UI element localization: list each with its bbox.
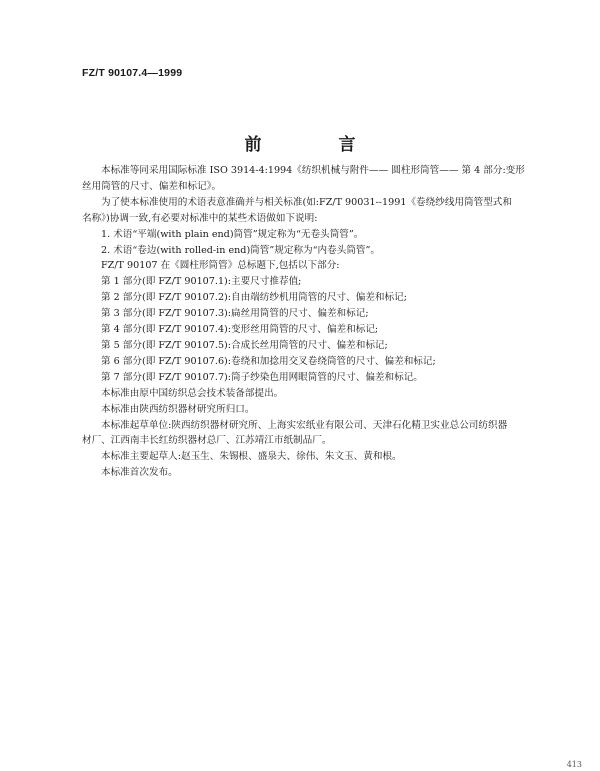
paragraph-line: 第 4 部分(即 FZ/T 90107.4):变形丝用筒管的尺寸、偏差和标记;	[101, 324, 379, 336]
paragraph-line: 本标准首次发布。	[101, 467, 178, 479]
paragraph-line: 第 7 部分(即 FZ/T 90107.7):筒子纱染色用网眼筒管的尺寸、偏差和标记。	[101, 371, 423, 383]
paragraph-line: 本标准起草单位:陕西纺织器材研究所、上海实宏纸业有限公司、天津石化精卫实业总公司纺织器	[101, 419, 508, 431]
paragraph-line: 本标准主要起草人:赵玉生、朱锡根、盛泉夫、徐伟、朱文玉、黄和根。	[101, 451, 402, 463]
paragraph-line: 第 5 部分(即 FZ/T 90107.5):合成长丝用筒管的尺寸、偏差和标记;	[101, 339, 388, 351]
paragraph-line: 第 6 部分(即 FZ/T 90107.6):卷绕和加捻用交叉卷绕筒管的尺寸、偏差和标记;	[101, 355, 436, 367]
paragraph-line: 材厂、江西南丰长红纺织器材总厂、江苏靖江市纸制品厂。	[82, 435, 332, 447]
paragraph-line: 本标准由原中国纺织总会技术装备部提出。	[101, 387, 284, 399]
paragraph-line: 为了使本标准使用的术语表意准确并与相关标准(如:FZ/T 90031--1991《卷绕纱线用筒管型式和	[101, 196, 512, 208]
standard-code: FZ/T 90107.4—1999	[82, 67, 183, 79]
page-title: 前 言	[244, 135, 386, 155]
paragraph-line: 第 2 部分(即 FZ/T 90107.2):自由端纺纱机用筒管的尺寸、偏差和标记;	[101, 292, 407, 304]
foreword-body	[82, 163, 587, 481]
paragraph-line: 本标准由陕西纺织器材研究所归口。	[101, 403, 255, 415]
page-number: 413	[566, 760, 582, 769]
paragraph-line: 2. 术语“卷边(with rolled-in end)筒管”规定称为“内卷头筒管”。	[101, 244, 381, 256]
paragraph-line: FZ/T 90107 在《圆柱形筒管》总标题下,包括以下部分:	[101, 260, 340, 272]
paragraph-line: 本标准等同采用国际标准 ISO 3914-4:1994《纺织机械与附件—— 圆柱形筒管—— 第 4 部分:变形	[101, 165, 525, 176]
paragraph-line: 丝用筒管的尺寸、偏差和标记》。	[82, 180, 222, 192]
paragraph-line: 第 1 部分(即 FZ/T 90107.1):主要尺寸推荐值;	[101, 276, 302, 288]
paragraph-line: 第 3 部分(即 FZ/T 90107.3):扁丝用筒管的尺寸、偏差和标记;	[101, 308, 369, 320]
paragraph-line: 1. 术语“平端(with plain end)筒管”规定称为“无卷头筒管”。	[101, 228, 364, 240]
paragraph-line: 名称》)协调一致,有必要对标准中的某些术语做如下说明:	[82, 212, 318, 224]
